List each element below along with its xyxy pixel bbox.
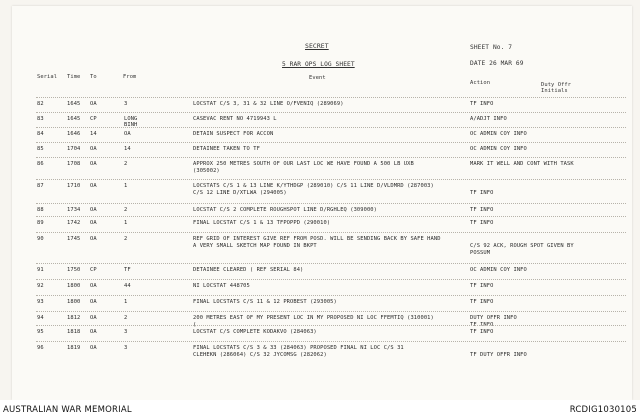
entry-serial: 93 xyxy=(37,299,44,305)
archive-footer xyxy=(0,400,640,419)
entry-event-line: FINAL LOCSTATS C/S 3 & 33 (284063) PROPOSED FINAL NI LOC C/S 31 xyxy=(193,345,404,351)
entry-from: 2 xyxy=(124,236,128,242)
entry-event-line: NI LOCSTAT 448705 xyxy=(193,283,250,289)
entry-event-line: C/S 12 LINE D/XTLWA (294005) xyxy=(193,190,287,196)
entry-from: 2 xyxy=(124,207,128,213)
entry-action-line: TF INFO xyxy=(470,322,494,328)
entry-time: 1818 xyxy=(67,329,81,335)
entry-event-line: FINAL LOCSTAT C/S 1 & 13 TFPOPPD (290010) xyxy=(193,220,331,226)
row-divider xyxy=(36,112,626,113)
entry-action-line: OC ADMIN COY INFO xyxy=(470,267,527,273)
entry-serial: 92 xyxy=(37,283,44,289)
entry-serial: 95 xyxy=(37,329,44,335)
entry-to: OA xyxy=(90,329,97,335)
column-event: Event xyxy=(309,75,326,81)
entry-from: 44 xyxy=(124,283,131,289)
entry-to: OA xyxy=(90,161,97,167)
entry-action-line: OC ADMIN COY INFO xyxy=(470,146,527,152)
row-divider xyxy=(36,179,626,180)
entry-serial: 83 xyxy=(37,116,44,122)
entry-time: 1704 xyxy=(67,146,81,152)
entry-event-line: FINAL LOCSTATS C/S 11 & 12 PROBEST (293005) xyxy=(193,299,337,305)
entry-time: 1645 xyxy=(67,101,81,107)
entry-event-line: 200 METRES EAST OF MY PRESENT LOC IN MY PROPOSED NI LOC FFEMTIQ (310001) xyxy=(193,315,434,321)
entry-time: 1800 xyxy=(67,283,81,289)
column-from: From xyxy=(123,74,137,80)
entry-from: 2 xyxy=(124,315,128,321)
entry-action-line: TF INFO xyxy=(470,207,494,213)
row-divider xyxy=(36,142,626,143)
entry-time: 1646 xyxy=(67,131,81,137)
entry-action-line: TF INFO xyxy=(470,329,494,335)
entry-serial: 84 xyxy=(37,131,44,137)
entry-from: LONG xyxy=(124,116,138,122)
entry-from: TF xyxy=(124,267,131,273)
entry-to: OA xyxy=(90,345,97,351)
row-divider xyxy=(36,232,626,233)
entry-serial: 96 xyxy=(37,345,44,351)
entry-event-line: CASEVAC RENT NO 4719943 L xyxy=(193,116,277,122)
column-time: Time xyxy=(67,74,81,80)
entry-event-line: DETAIN SUSPECT FOR ACCON xyxy=(193,131,274,137)
entry-action-line: C/S 92 ACK, ROUGH SPOT GIVEN BY xyxy=(470,243,574,249)
row-divider xyxy=(36,311,626,312)
entry-to: 14 xyxy=(90,131,97,137)
entry-to: OA xyxy=(90,183,97,189)
entry-serial: 89 xyxy=(37,220,44,226)
entry-action-line: TF INFO xyxy=(470,220,494,226)
entry-serial: 91 xyxy=(37,267,44,273)
entry-serial: 88 xyxy=(37,207,44,213)
column-initials: Initials xyxy=(541,88,568,94)
row-divider xyxy=(36,97,626,98)
row-divider xyxy=(36,127,626,128)
entry-to: OA xyxy=(90,299,97,305)
entry-action-line: TF INFO xyxy=(470,101,494,107)
entry-time: 1819 xyxy=(67,345,81,351)
entry-to: OA xyxy=(90,236,97,242)
entry-event-line: LOCSTAT C/S 3, 31 & 32 LINE O/FVENIQ (289069) xyxy=(193,101,344,107)
entry-from: OA xyxy=(124,131,131,137)
entry-time: 1708 xyxy=(67,161,81,167)
entry-event-line: DETAINEE CLEARED ( REF SERIAL 84) xyxy=(193,267,304,273)
entry-to: OA xyxy=(90,146,97,152)
column-serial: Serial xyxy=(37,74,58,80)
entry-from: 3 xyxy=(124,345,128,351)
entry-event-line: ( xyxy=(193,322,197,328)
classification-heading: SECRET xyxy=(305,42,329,50)
entry-event-line: APPROX 250 METRES SOUTH OF OUR LAST LOC WE HAVE FOUND A 500 LB UXB xyxy=(193,161,414,167)
entry-action-line: TF INFO xyxy=(470,283,494,289)
entry-time: 1710 xyxy=(67,183,81,189)
entry-time: 1645 xyxy=(67,116,81,122)
entry-action-line: POSSUM xyxy=(470,250,491,256)
entry-time: 1800 xyxy=(67,299,81,305)
entry-to: CP xyxy=(90,267,97,273)
row-divider xyxy=(36,279,626,280)
entry-event-line: (305002) xyxy=(193,168,220,174)
row-divider xyxy=(36,203,626,204)
row-divider xyxy=(36,325,626,326)
entry-event-line: REF GRID OF INTEREST GIVE REF FROM POSD. WILL BE SENDING BACK BY SAFE HAND xyxy=(193,236,441,242)
entry-action-line: A/ADJT INFO xyxy=(470,116,507,122)
entry-action-line: OC ADMIN COY INFO xyxy=(470,131,527,137)
entry-time: 1734 xyxy=(67,207,81,213)
entry-from: 3 xyxy=(124,101,128,107)
row-divider xyxy=(36,157,626,158)
column-to: To xyxy=(90,74,97,80)
entry-from: 1 xyxy=(124,299,128,305)
row-divider xyxy=(36,341,626,342)
footer-reference: RCDIG1030105 xyxy=(569,405,637,415)
entry-to: OA xyxy=(90,101,97,107)
column-action: Action xyxy=(470,80,491,86)
entry-to: OA xyxy=(90,315,97,321)
sheet-number: SHEET No. 7 xyxy=(470,44,513,51)
log-title: 5 RAR OPS LOG SHEET xyxy=(282,61,355,68)
row-divider xyxy=(36,295,626,296)
entry-time: 1745 xyxy=(67,236,81,242)
entry-to: CP xyxy=(90,116,97,122)
entry-action-line: TF DUTY OFFR INFO xyxy=(470,352,527,358)
entry-event-line: LOCSTATS C/S 1 & 13 LINE K/YTHDGP (289010) C/S 11 LINE D/VLDMRD (287003) xyxy=(193,183,434,189)
log-date: DATE 26 MAR 69 xyxy=(470,60,524,67)
row-divider xyxy=(36,263,626,264)
column-duty-offr: Duty Offr xyxy=(541,82,572,88)
entry-serial: 94 xyxy=(37,315,44,321)
entry-from: 1 xyxy=(124,220,128,226)
entry-time: 1812 xyxy=(67,315,81,321)
entry-serial: 87 xyxy=(37,183,44,189)
entry-from: 14 xyxy=(124,146,131,152)
row-divider xyxy=(36,216,626,217)
entry-to: OA xyxy=(90,283,97,289)
entry-action-line: DUTY OFFR INFO xyxy=(470,315,517,321)
entry-event-line: A VERY SMALL SKETCH MAP FOUND IN BKPT xyxy=(193,243,317,249)
entry-from: 1 xyxy=(124,183,128,189)
entry-action-line: MARK IT WELL AND CONT WITH TASK xyxy=(470,161,574,167)
entry-action-line: TF INFO xyxy=(470,190,494,196)
footer-institution: AUSTRALIAN WAR MEMORIAL xyxy=(3,405,132,415)
entry-from: BINH xyxy=(124,122,138,128)
entry-time: 1742 xyxy=(67,220,81,226)
entry-serial: 85 xyxy=(37,146,44,152)
entry-serial: 86 xyxy=(37,161,44,167)
entry-serial: 82 xyxy=(37,101,44,107)
entry-action-line: TF INFO xyxy=(470,299,494,305)
entry-to: OA xyxy=(90,207,97,213)
entry-event-line: LOCSTAT C/S 2 COMPLETE ROUGHSPOT LINE D/RGHLEQ (309000) xyxy=(193,207,377,213)
entry-time: 1750 xyxy=(67,267,81,273)
entry-event-line: DETAINEE TAKEN TO TF xyxy=(193,146,260,152)
entry-from: 2 xyxy=(124,161,128,167)
entry-event-line: CLEHEKN (286064) C/S 32 JYCOMSG (282062) xyxy=(193,352,327,358)
entry-from: 3 xyxy=(124,329,128,335)
entry-to: OA xyxy=(90,220,97,226)
entry-event-line: LOCSTAT C/S COMPLETE KODAKVO (284063) xyxy=(193,329,317,335)
entry-serial: 90 xyxy=(37,236,44,242)
